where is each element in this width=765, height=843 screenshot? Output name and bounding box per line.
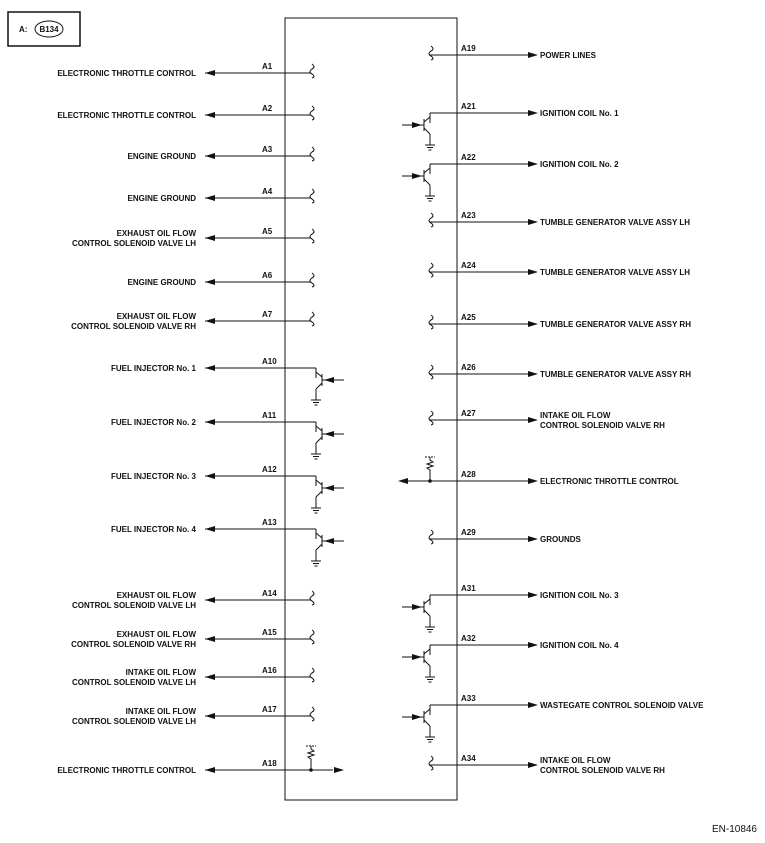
pin-number: A1 [262, 62, 273, 71]
signal-label: TUMBLE GENERATOR VALVE ASSY LH [540, 268, 691, 277]
signal-label: ELECTRONIC THROTTLE CONTROL [57, 766, 196, 775]
arrow-left-icon [205, 195, 215, 201]
left-pin-row [111, 518, 344, 566]
left-pin-row [57, 62, 314, 78]
left-pin-row [71, 310, 314, 331]
right-pin-group [398, 44, 704, 775]
pin-number: A13 [262, 518, 277, 527]
signal-label: IGNITION COIL No. 1 [540, 109, 619, 118]
transistor-icon [311, 422, 344, 459]
signal-label: FUEL INJECTOR No. 4 [110, 525, 196, 534]
arrow-right-icon [528, 219, 538, 225]
arrow-right-icon [528, 417, 538, 423]
connector-break-icon [310, 591, 314, 605]
left-pin-row [72, 589, 314, 610]
connector-break-icon [429, 530, 433, 544]
arrow-right-icon [528, 52, 538, 58]
arrow-left-icon [205, 674, 215, 680]
signal-label: ENGINE GROUND [127, 278, 196, 287]
signal-label: CONTROL SOLENOID VALVE LH [71, 678, 196, 687]
arrow-right-icon [528, 536, 538, 542]
arrow-right-icon [528, 702, 538, 708]
signal-label: INTAKE OIL FLOW [125, 668, 196, 677]
transistor-icon [402, 595, 435, 632]
right-pin-row [429, 754, 665, 775]
connector-break-icon [429, 756, 433, 770]
connector-break-icon [310, 106, 314, 120]
right-pin-row [429, 528, 582, 544]
left-pin-row [111, 411, 344, 459]
signal-label: CONTROL SOLENOID VALVE LH [71, 601, 196, 610]
signal-label: ELECTRONIC THROTTLE CONTROL [540, 477, 679, 486]
connector-break-icon [429, 263, 433, 277]
arrow-right-icon [528, 592, 538, 598]
arrow-left-icon [398, 478, 408, 484]
pin-number: A7 [262, 310, 273, 319]
left-pin-row [111, 357, 344, 405]
connector-prefix: A: [19, 25, 28, 34]
arrow-left-icon [205, 597, 215, 603]
connector-break-icon [429, 315, 433, 329]
pin-number: A22 [461, 153, 476, 162]
left-pin-row [111, 465, 344, 513]
signal-label: EXHAUST OIL FLOW [116, 630, 196, 639]
pin-number: A33 [461, 694, 476, 703]
ground-icon [311, 561, 321, 566]
signal-label: IGNITION COIL No. 4 [540, 641, 619, 650]
right-pin-row [402, 694, 704, 742]
arrow-left-icon [205, 365, 215, 371]
signal-label: TUMBLE GENERATOR VALVE ASSY RH [540, 370, 691, 379]
signal-label: TUMBLE GENERATOR VALVE ASSY RH [540, 320, 691, 329]
ground-icon [311, 400, 321, 405]
transistor-icon [402, 705, 435, 742]
connector-break-icon [429, 46, 433, 60]
right-pin-row [402, 634, 619, 682]
signal-label: CONTROL SOLENOID VALVE LH [71, 717, 196, 726]
connector-id: B134 [39, 25, 59, 34]
pin-number: A26 [461, 363, 476, 372]
signal-label: EXHAUST OIL FLOW [116, 312, 196, 321]
signal-label: ENGINE GROUND [127, 194, 196, 203]
pin-number: A16 [262, 666, 277, 675]
pin-number: A21 [461, 102, 476, 111]
signal-label: INTAKE OIL FLOW [125, 707, 196, 716]
pin-number: A14 [262, 589, 277, 598]
pin-number: A23 [461, 211, 476, 220]
transistor-icon [311, 476, 344, 513]
left-pin-row [72, 705, 314, 726]
left-pin-row [128, 187, 314, 203]
arrow-left-icon [205, 419, 215, 425]
pin-number: A15 [262, 628, 277, 637]
connector-break-icon [310, 312, 314, 326]
right-pin-row [429, 44, 597, 60]
connector-break-icon [310, 668, 314, 682]
signal-label: IGNITION COIL No. 2 [540, 160, 619, 169]
pin-number: A25 [461, 313, 476, 322]
right-pin-row [429, 211, 690, 227]
pin-number: A24 [461, 261, 476, 270]
pull-resistor-icon [306, 746, 316, 772]
signal-label: POWER LINES [540, 51, 597, 60]
pin-number: A3 [262, 145, 273, 154]
signal-label: WASTEGATE CONTROL SOLENOID VALVE [540, 701, 704, 710]
signal-label: CONTROL SOLENOID VALVE RH [71, 640, 196, 649]
transistor-icon [402, 164, 435, 201]
signal-label: ELECTRONIC THROTTLE CONTROL [57, 69, 196, 78]
ground-icon [425, 627, 435, 632]
arrow-left-icon [205, 112, 215, 118]
pin-number: A27 [461, 409, 476, 418]
arrow-left-icon [205, 526, 215, 532]
left-pin-row [72, 666, 314, 687]
right-pin-row [402, 153, 619, 201]
transistor-icon [402, 645, 435, 682]
arrow-right-icon [334, 767, 344, 773]
pin-number: A32 [461, 634, 476, 643]
signal-label: INTAKE OIL FLOW [540, 411, 611, 420]
pin-number: A12 [262, 465, 277, 474]
left-pin-row [128, 145, 314, 161]
connector-legend [8, 12, 80, 46]
arrow-left-icon [205, 153, 215, 159]
ground-icon [311, 454, 321, 459]
pin-number: A19 [461, 44, 476, 53]
transistor-icon [402, 113, 435, 150]
left-pin-row [71, 628, 314, 649]
arrow-right-icon [528, 762, 538, 768]
control-module-body [285, 18, 457, 800]
right-pin-row [429, 313, 691, 329]
left-pin-row [72, 227, 314, 248]
signal-label: ELECTRONIC THROTTLE CONTROL [57, 111, 196, 120]
ground-icon [425, 677, 435, 682]
pin-number: A6 [262, 271, 273, 280]
arrow-right-icon [528, 321, 538, 327]
arrow-left-icon [205, 636, 215, 642]
connector-break-icon [429, 411, 433, 425]
pull-resistor-icon [425, 457, 435, 483]
connector-break-icon [310, 273, 314, 287]
ground-icon [425, 196, 435, 201]
pin-number: A10 [262, 357, 277, 366]
figure-id: EN-10846 [711, 824, 757, 835]
right-pin-row [398, 457, 679, 486]
signal-label: EXHAUST OIL FLOW [116, 229, 196, 238]
signal-label: CONTROL SOLENOID VALVE RH [71, 322, 196, 331]
arrow-right-icon [528, 110, 538, 116]
connector-break-icon [429, 213, 433, 227]
arrow-right-icon [528, 161, 538, 167]
signal-label: GROUNDS [540, 535, 581, 544]
arrow-left-icon [205, 70, 215, 76]
right-pin-row [402, 102, 619, 150]
signal-label: INTAKE OIL FLOW [540, 756, 611, 765]
ground-icon [425, 145, 435, 150]
pin-number: A29 [461, 528, 476, 537]
pin-number: A28 [461, 470, 476, 479]
right-pin-row [402, 584, 619, 632]
signal-label: FUEL INJECTOR No. 2 [110, 418, 196, 427]
connector-break-icon [310, 229, 314, 243]
arrow-left-icon [205, 235, 215, 241]
signal-label: CONTROL SOLENOID VALVE RH [540, 766, 665, 775]
signal-label: ENGINE GROUND [127, 152, 196, 161]
right-pin-row [429, 261, 690, 277]
left-pin-row [57, 104, 314, 120]
left-pin-row [128, 271, 314, 287]
ground-icon [425, 737, 435, 742]
signal-label: EXHAUST OIL FLOW [116, 591, 196, 600]
connector-break-icon [310, 64, 314, 78]
arrow-right-icon [528, 642, 538, 648]
left-pin-group [57, 62, 344, 775]
arrow-left-icon [205, 473, 215, 479]
arrow-right-icon [528, 478, 538, 484]
connector-break-icon [310, 630, 314, 644]
signal-label: FUEL INJECTOR No. 3 [110, 472, 196, 481]
arrow-right-icon [528, 269, 538, 275]
ground-icon [311, 508, 321, 513]
arrow-left-icon [205, 318, 215, 324]
pin-number: A5 [262, 227, 273, 236]
left-pin-row [57, 746, 344, 775]
arrow-left-icon [205, 279, 215, 285]
arrow-left-icon [205, 713, 215, 719]
connector-break-icon [310, 707, 314, 721]
pin-number: A18 [262, 759, 277, 768]
pin-number: A31 [461, 584, 476, 593]
connector-break-icon [429, 365, 433, 379]
signal-label: FUEL INJECTOR No. 1 [110, 364, 196, 373]
pin-number: A17 [262, 705, 277, 714]
arrow-right-icon [528, 371, 538, 377]
connector-break-icon [310, 189, 314, 203]
transistor-icon [311, 529, 344, 566]
signal-label: IGNITION COIL No. 3 [540, 591, 619, 600]
pin-number: A34 [461, 754, 476, 763]
signal-label: CONTROL SOLENOID VALVE RH [540, 421, 665, 430]
signal-label: CONTROL SOLENOID VALVE LH [71, 239, 196, 248]
right-pin-row [429, 363, 691, 379]
transistor-icon [311, 368, 344, 405]
pin-number: A2 [262, 104, 273, 113]
right-pin-row [429, 409, 665, 430]
pin-number: A4 [262, 187, 273, 196]
connector-break-icon [310, 147, 314, 161]
signal-label: TUMBLE GENERATOR VALVE ASSY LH [540, 218, 691, 227]
pin-number: A11 [262, 411, 277, 420]
arrow-left-icon [205, 767, 215, 773]
